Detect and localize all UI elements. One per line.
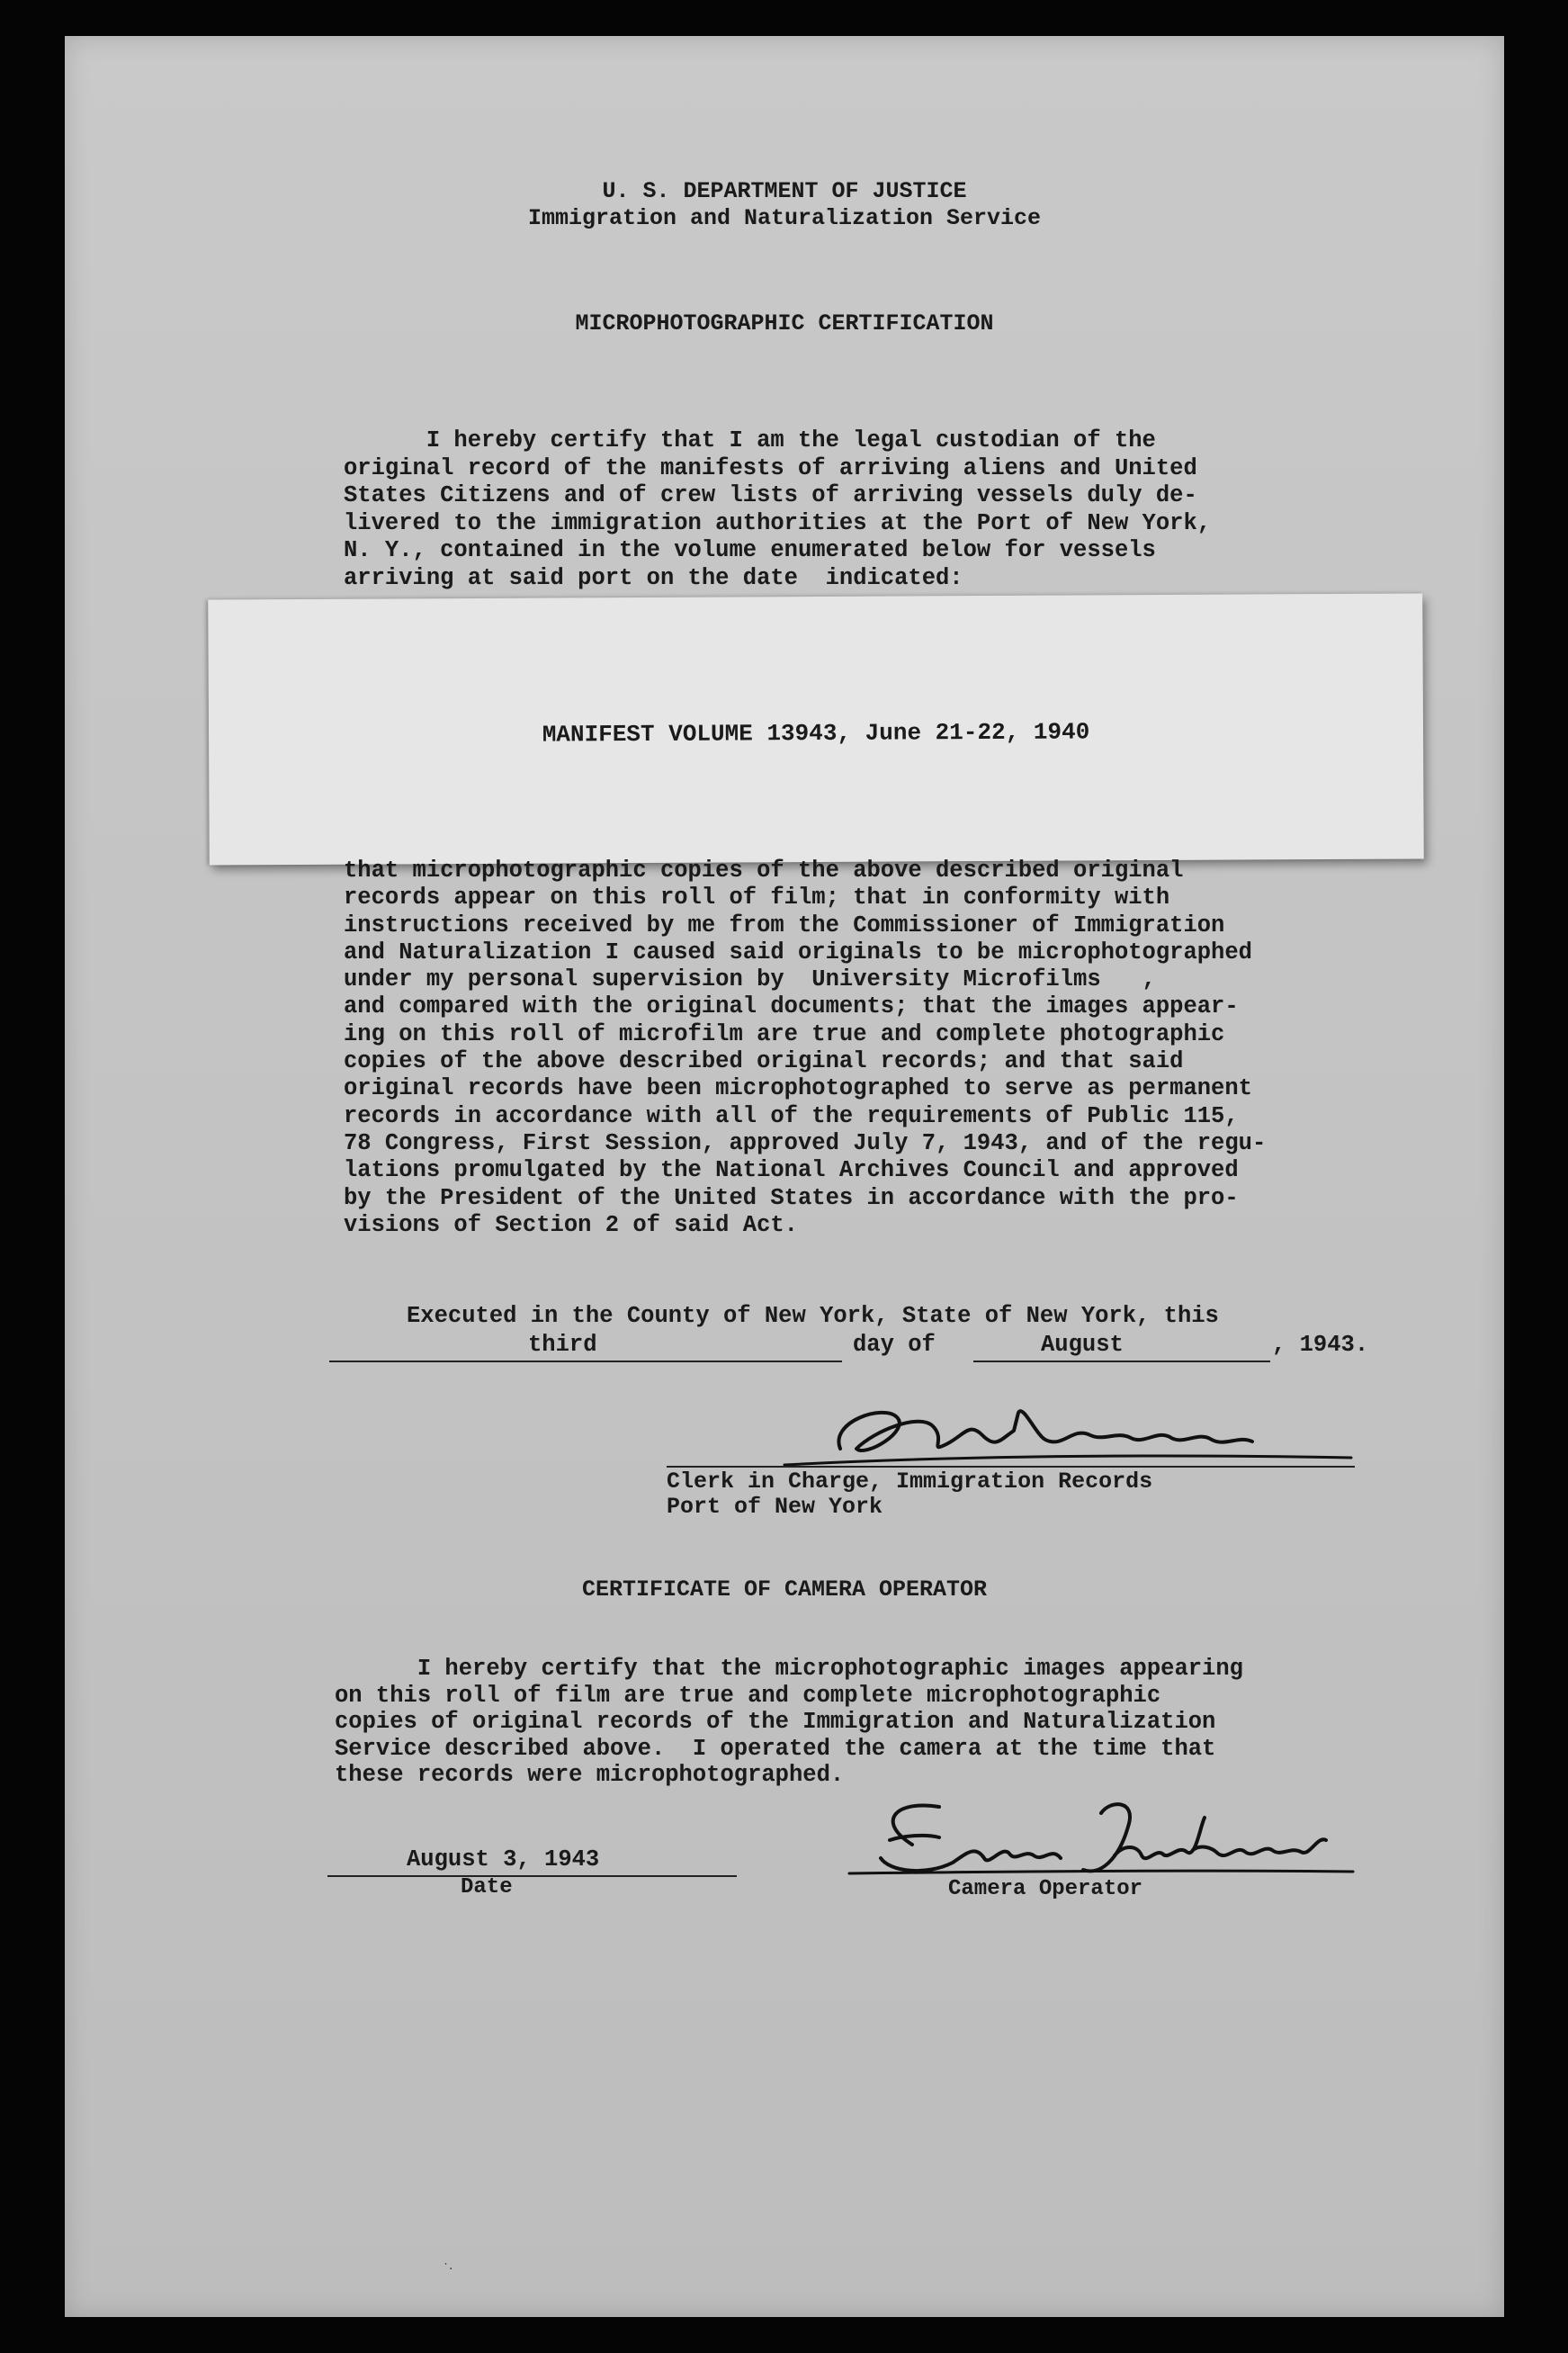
certificate-page (65, 36, 1504, 2317)
execution-statement: Executed in the County of New York, State of New York, this (407, 1303, 1219, 1329)
department-heading: U. S. DEPARTMENT OF JUSTICE (602, 178, 967, 204)
day-of-label: day of (853, 1332, 936, 1358)
camera-operator-title: CERTIFICATE OF CAMERA OPERATOR (581, 1576, 988, 1603)
year-value: , 1943. (1272, 1332, 1369, 1358)
month-value: August (1041, 1332, 1124, 1358)
custodian-paragraph: I hereby certify that I am the legal custodian of the original record of the manifests of arriving aliens and United States Citizens and of crew lists of arriving vessels duly de- livered to the immigration authorities at the Port of New York, N. Y., contained in the volume enumerated below for vessels arriving at said port on the date indicated: (344, 427, 1212, 591)
camera-operator-signature (840, 1791, 1362, 1890)
camera-operator-paragraph: I hereby certify that the microphotographic images appearing on this roll of film are true and complete microphotographic copies of original records of the Immigration and Naturalization Service described above. I operated the camera at the time that these records were microphotographed. (335, 1656, 1243, 1788)
day-value: third (528, 1332, 597, 1358)
manifest-volume-text: MANIFEST VOLUME 13943, June 21-22, 1940 (542, 718, 1090, 749)
operator-date-label: Date (461, 1875, 513, 1899)
operator-date-value: August 3, 1943 (407, 1846, 600, 1873)
certification-title: MICROPHOTOGRAPHIC CERTIFICATION (575, 310, 994, 337)
manifest-volume-slip (208, 593, 1424, 865)
camera-operator-label: Camera Operator (948, 1877, 1143, 1901)
film-speck: ˙· (443, 2262, 453, 2277)
clerk-signature-line (667, 1430, 1355, 1468)
clerk-location: Port of New York (667, 1494, 883, 1520)
certification-paragraph: that microphotographic copies of the above described original records appear on this roll of film; that in conformity with instructions received by me from the Commissioner of Immigration and Naturalization I caused said originals to be microphotographed under my personal supervision by University Microfilms , and compared with the original documents; that the images appear- ing on this roll of microfilm are true and complete photographic copies of the above described original records; and that said original records have been microphotographed to serve as permanent records in accordance with all of the requirements of Public 115, 78 Congress, First Session, approved July 7, 1943, and of the regu- lations promulgated by the National Archives Council and approved by the President of the United States in accordance with the pro- visions of Section 2 of said Act. (344, 858, 1267, 1238)
clerk-title: Clerk in Charge, Immigration Records (667, 1468, 1153, 1495)
service-heading: Immigration and Naturalization Service (527, 205, 1042, 231)
